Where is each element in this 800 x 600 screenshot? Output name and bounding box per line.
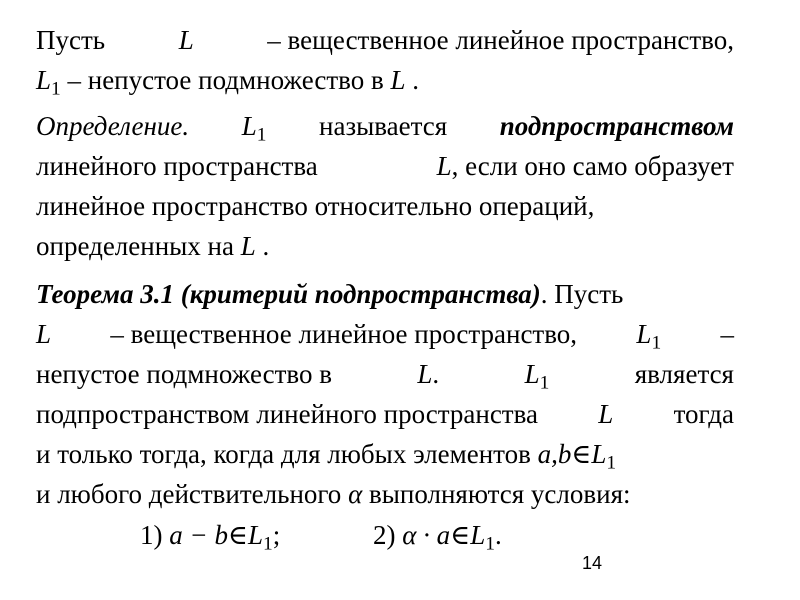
math-L: L (390, 65, 406, 95)
text: линейного пространства (36, 151, 318, 181)
theorem-line-4 (36, 394, 734, 434)
element-of-symbol: ∈ (571, 439, 592, 469)
text: . (494, 520, 502, 550)
math-L1: $L_1$ (524, 359, 550, 394)
theorem-line-1 (36, 274, 734, 314)
math-expr: α · a (402, 520, 451, 550)
text: 2) (373, 520, 396, 550)
text: называется (319, 111, 448, 141)
math-L: L (417, 359, 433, 389)
text: тогда (673, 399, 734, 429)
math-L1: $L_1$ (591, 439, 617, 474)
condition-1 (140, 520, 287, 555)
text: , если оно само образует (451, 151, 734, 181)
theorem-line-6 (36, 474, 734, 514)
math-L1: $L_1$ (241, 111, 267, 146)
element-of-symbol: ∈ (450, 520, 471, 550)
text: и только тогда, когда для любых элементов (36, 439, 531, 469)
element-of-symbol: ∈ (227, 520, 248, 550)
text: и любого действительного (36, 479, 342, 509)
definition-line-2 (36, 146, 734, 186)
math-L: L (178, 25, 194, 55)
theorem-paragraph (36, 274, 734, 514)
math-L1: $L_1$ (247, 520, 273, 555)
text: – (720, 319, 734, 349)
text: выполняются условия: (369, 479, 631, 509)
text: является (634, 359, 734, 389)
text: . (432, 359, 440, 389)
text: Пусть (36, 25, 106, 55)
defined-term: подпространством (499, 111, 734, 141)
text: – вещественное линейное пространство, (110, 319, 578, 349)
definition-paragraph (36, 106, 734, 266)
math-L: L (240, 231, 256, 261)
text: . Пусть (540, 279, 624, 309)
text: . (262, 231, 270, 261)
text: подпространством линейного пространства (36, 399, 538, 429)
math-expr: a − b (169, 520, 228, 550)
theorem-title: Теорема 3.1 (критерий подпространства) (36, 279, 541, 309)
theorem-conditions (140, 515, 502, 555)
page-number: 14 (582, 553, 603, 573)
text: непустое подмножество в (36, 359, 332, 389)
math-ab: a,b (537, 439, 572, 469)
math-L1: $L_1$ (36, 65, 61, 100)
text: – непустое подмножество в (67, 65, 384, 95)
intro-line-2 (36, 60, 734, 100)
text: ; (272, 520, 281, 550)
math-L: L (36, 319, 52, 349)
math-alpha: α (348, 479, 363, 509)
intro-line-1 (36, 20, 734, 60)
definition-line-1 (36, 106, 734, 146)
intro-paragraph (36, 20, 734, 100)
condition-2 (373, 520, 502, 555)
theorem-line-5 (36, 434, 734, 474)
text: – вещественное линейное пространство, (267, 25, 734, 55)
math-L1: $L_1$ (470, 520, 495, 555)
text: определенных на (36, 231, 234, 261)
math-L: L (598, 399, 614, 429)
definition-line-3: линейное пространство относительно операций, (36, 191, 595, 221)
text: 1) (140, 520, 163, 550)
math-L1: $L_1$ (636, 319, 662, 354)
theorem-line-2 (36, 314, 734, 354)
definition-term: Определение. (36, 111, 190, 141)
math-L: L (436, 151, 452, 181)
text: . (412, 65, 419, 95)
definition-line-4 (36, 226, 734, 266)
theorem-line-3 (36, 354, 734, 394)
